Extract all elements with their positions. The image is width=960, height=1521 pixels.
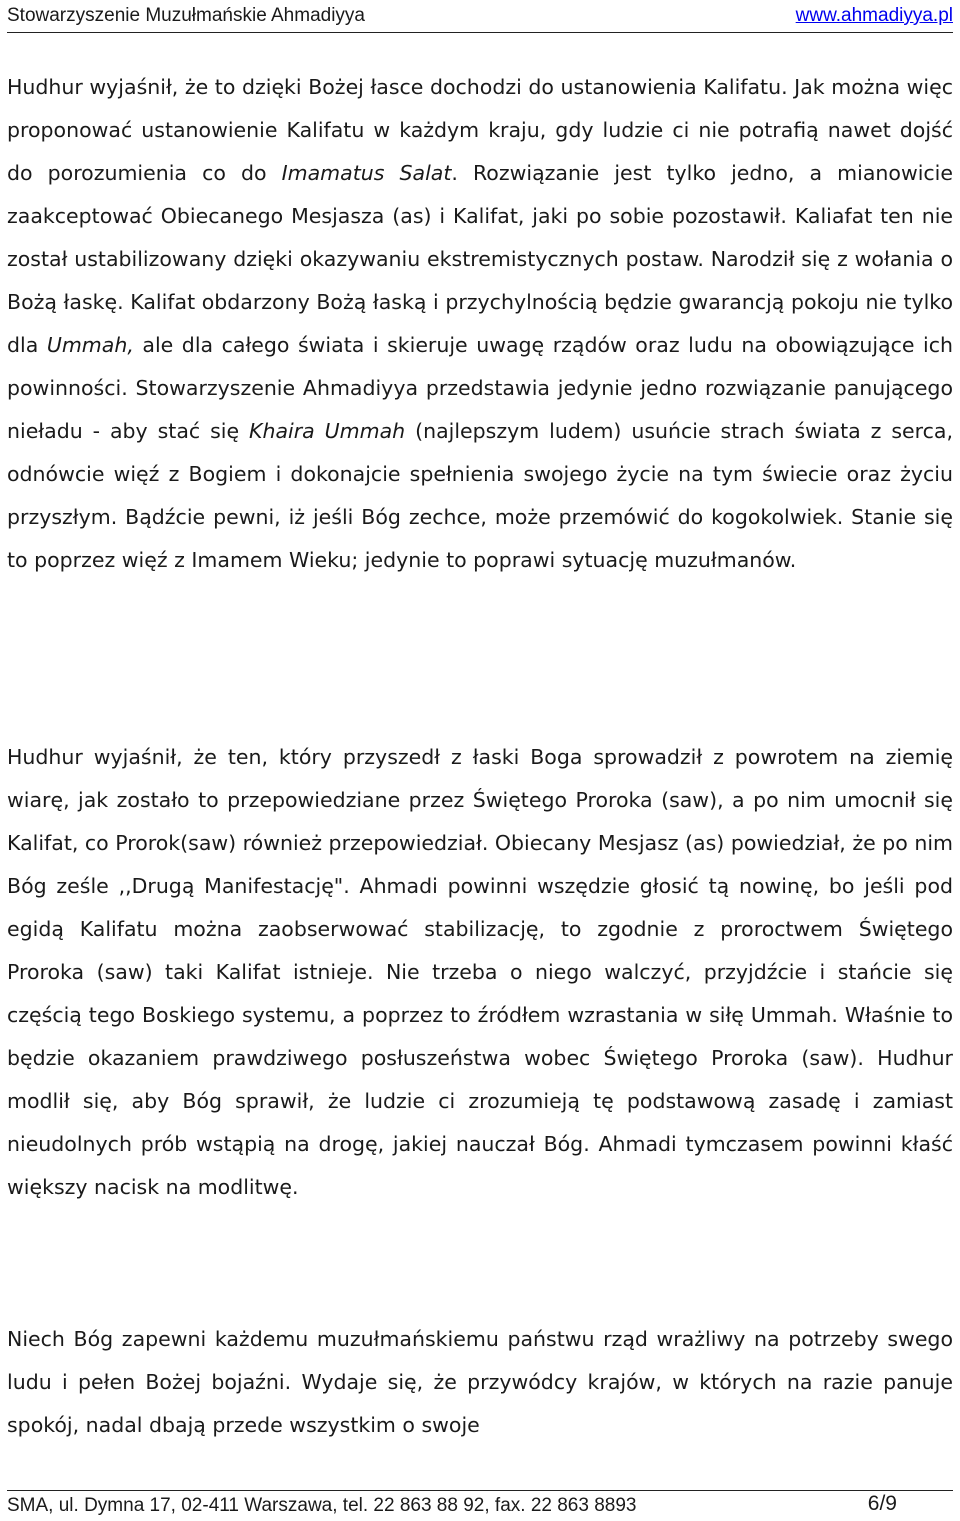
italic-term: Khaira Ummah [249,419,406,443]
footer-address: SMA, ul. Dymna 17, 02-411 Warszawa, tel. 22 863 88 92, fax. 22 863 8893 [7,1495,637,1516]
paragraph-prayer: Niech Bóg zapewni każdemu muzułmańskiemu państwu rząd wrażliwy na potrzeby swego ludu i pełen Bożej bojaźni. Wydaje się, że przywódcy krajów, w których na razie panuje spokój, nadal dbają przede wszystkim o swoje [7,1327,953,1437]
paragraph-text: . Rozwiązanie jest tylko jedno, a mianowicie zaakceptować Obiecanego Mesjasza (as) i Kalifat, jaki po sobie pozostawił. Kaliafat ten nie został ustabilizowany dzięki okazywaniu ekstremistycznych postaw. Narodził się z wołania o Bożą łaskę. Kalifat obdarzony Bożą łaską i przychylnością będzie gwarancją pokoju nie tylko dla [7,161,953,357]
italic-term: Ummah, [46,333,134,357]
paragraph-text: ale dla całego świata i skieruje uwagę rządów oraz ludu na obowiązujące ich powinności. Stowarzyszenie Ahmadiyya przedstawia jedynie jedno rozwiązanie panującego nieładu - aby stać się [7,333,953,443]
paragraph-second-manifestation: Hudhur wyjaśnił, że ten, który przyszedł z łaski Boga sprowadził z powrotem na ziemię wiarę, jak zostało to przepowiedziane przez Świętego Proroka (saw), a po nim umocnił się Kalifat, co Prorok(saw) również przepowiedział. Obiecany Mesjasz (as) powiedział, że po nim Bóg ześle ,,Drugą Manifestację". Ahmadi powinni wszędzie głosić tą nowinę, bo jeśli pod egidą Kalifatu można zaobserwować stabilizację, to zgodnie z proroctwem Świętego Proroka (saw) taki Kalifat istnieje. Nie trzeba o niego walczyć, przyjdźcie i stańcie się częścią tego Boskiego systemu, a poprzez to źródłem wzrastania w siłę Ummah. Właśnie to będzie okazaniem prawdziwego posłuszeństwa wobec Świętego Proroka (saw). Hudhur modlił się, aby Bóg sprawił, że ludzie ci zrozumieją tę podstawową zasadę i zamiast nieudolnych prób wstąpią na drogę, jakiej nauczał Bóg. Ahmadi tymczasem powinni kłaść większy nacisk na modlitwę. [7,745,953,1199]
page-header [7,0,953,33]
italic-term: Imamatus Salat [281,161,452,185]
paragraph-khilafat-grace [7,66,953,582]
paragraph-text: (najlepszym ludem) usuńcie strach świata z serca, odnówcie więź z Bogiem i dokonajcie spełnienia swojego życie na tym świecie oraz życiu przyszłym. Bądźcie pewni, iż jeśli Bóg zechce, może przemówić do kogokolwiek. Stanie się to poprzez więź z Imamem Wieku; jedynie to poprawi sytuację muzułmanów. [7,419,954,572]
organization-name: Stowarzyszenie Muzułmańskie Ahmadiyya [7,5,365,26]
paragraph-text: Hudhur wyjaśnił, że to dzięki Bożej łasce dochodzi do ustanowienia Kalifatu. Jak można więc proponować ustanowienie Kalifatu w każdym kraju, gdy ludzie ci nie potrafią nawet dojść do porozumienia co do [7,75,953,185]
page-footer [7,1490,953,1521]
website-link[interactable]: www.ahmadiyya.pl [795,5,953,26]
page-number: 6/9 [867,1492,897,1515]
